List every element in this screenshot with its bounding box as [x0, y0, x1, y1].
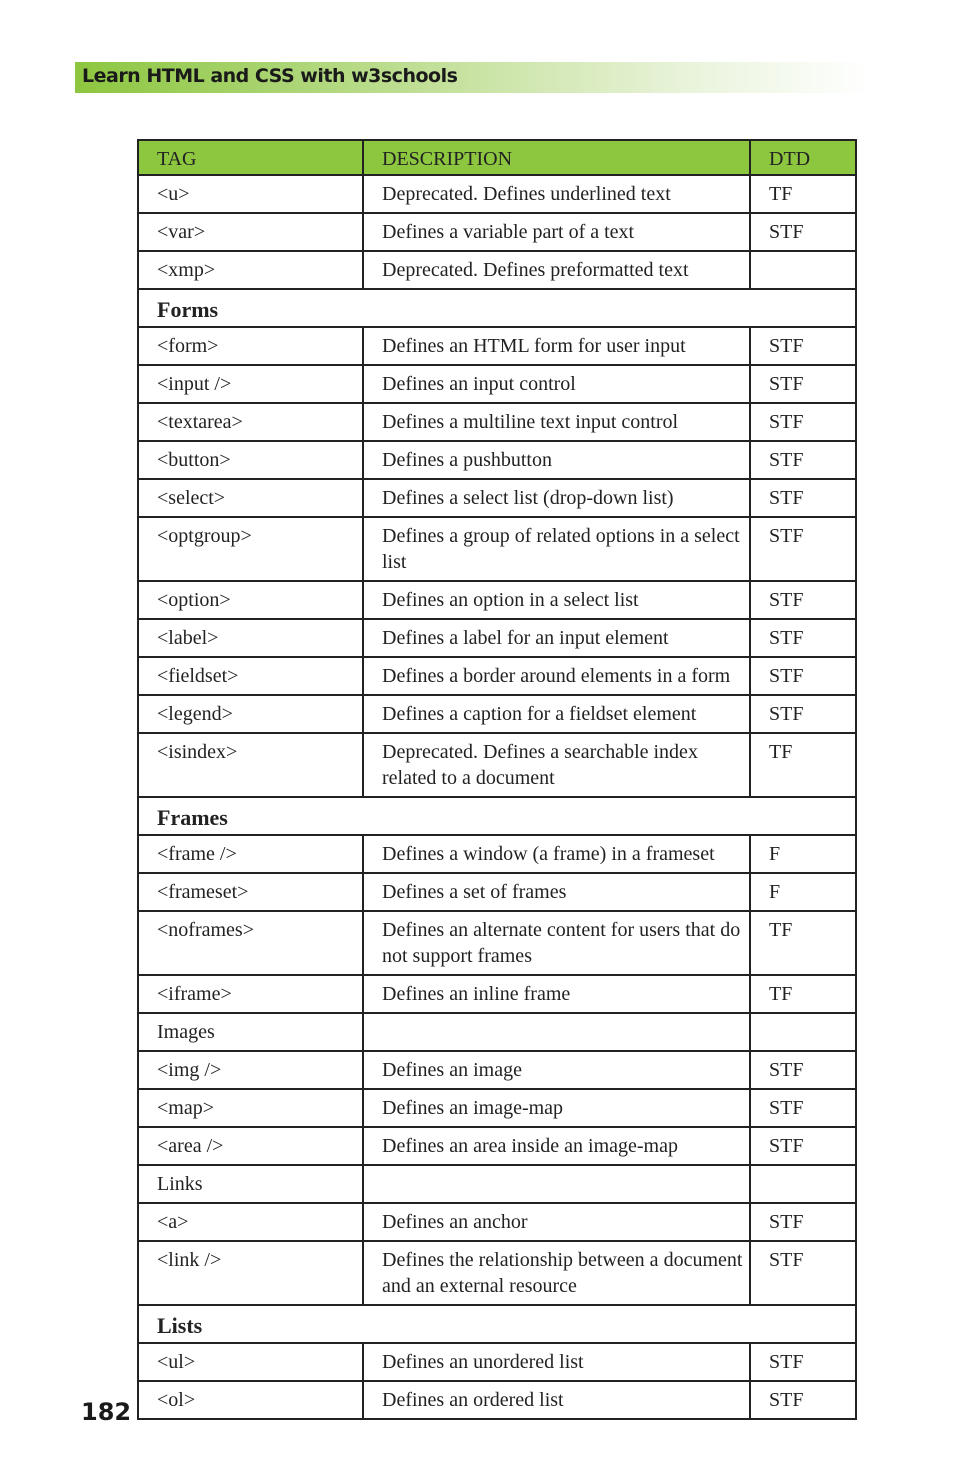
dtd-cell: STF	[750, 1089, 856, 1127]
dtd-cell: STF	[750, 365, 856, 403]
description-cell: Defines an area inside an image-map	[363, 1127, 750, 1165]
dtd-cell: TF	[750, 733, 856, 797]
description-cell: Defines a caption for a fieldset element	[363, 695, 750, 733]
tag-cell: <xmp>	[138, 251, 363, 289]
tag-cell: <optgroup>	[138, 517, 363, 581]
table-header-row	[138, 140, 856, 175]
tag-cell: <form>	[138, 327, 363, 365]
section-header-row	[138, 797, 856, 835]
tag-cell: <area />	[138, 1127, 363, 1165]
dtd-cell	[750, 251, 856, 289]
tag-cell: <u>	[138, 175, 363, 213]
table-row	[138, 619, 856, 657]
dtd-cell: F	[750, 873, 856, 911]
tag-cell: <img />	[138, 1051, 363, 1089]
table-row	[138, 175, 856, 213]
description-cell	[363, 1013, 750, 1051]
tag-cell: <option>	[138, 581, 363, 619]
description-cell: Defines a label for an input element	[363, 619, 750, 657]
dtd-cell: STF	[750, 1241, 856, 1305]
dtd-cell: F	[750, 835, 856, 873]
description-cell: Defines an option in a select list	[363, 581, 750, 619]
page-number: 182	[81, 1398, 132, 1426]
dtd-cell: TF	[750, 911, 856, 975]
tag-cell: <noframes>	[138, 911, 363, 975]
tag-cell: <label>	[138, 619, 363, 657]
table-row	[138, 835, 856, 873]
table-row	[138, 975, 856, 1013]
dtd-cell: STF	[750, 619, 856, 657]
tag-cell: <link />	[138, 1241, 363, 1305]
dtd-cell: TF	[750, 175, 856, 213]
dtd-cell: STF	[750, 1343, 856, 1381]
tag-cell: <input />	[138, 365, 363, 403]
table-row	[138, 327, 856, 365]
description-cell: Defines a group of related options in a select list	[363, 517, 750, 581]
dtd-cell: STF	[750, 581, 856, 619]
table-row	[138, 441, 856, 479]
dtd-cell: STF	[750, 327, 856, 365]
dtd-cell: STF	[750, 517, 856, 581]
dtd-cell	[750, 1165, 856, 1203]
tag-cell: <map>	[138, 1089, 363, 1127]
description-cell: Deprecated. Defines preformatted text	[363, 251, 750, 289]
description-cell: Defines a variable part of a text	[363, 213, 750, 251]
description-cell: Deprecated. Defines a searchable index related to a document	[363, 733, 750, 797]
table-row	[138, 1051, 856, 1089]
tag-cell: <frameset>	[138, 873, 363, 911]
table-row	[138, 251, 856, 289]
section-title: Frames	[138, 797, 856, 835]
description-cell	[363, 1165, 750, 1203]
dtd-cell: STF	[750, 1203, 856, 1241]
tag-cell: <textarea>	[138, 403, 363, 441]
description-cell: Defines an image	[363, 1051, 750, 1089]
tag-cell: <fieldset>	[138, 657, 363, 695]
table-row	[138, 365, 856, 403]
table-row	[138, 873, 856, 911]
running-header	[75, 62, 870, 93]
description-cell: Deprecated. Defines underlined text	[363, 175, 750, 213]
dtd-cell: STF	[750, 657, 856, 695]
dtd-cell: STF	[750, 1127, 856, 1165]
tag-cell: <frame />	[138, 835, 363, 873]
dtd-cell: STF	[750, 1051, 856, 1089]
table-row	[138, 1127, 856, 1165]
table-row	[138, 733, 856, 797]
dtd-cell: STF	[750, 403, 856, 441]
table-row	[138, 517, 856, 581]
running-header-title: Learn HTML and CSS with w3schools	[82, 65, 458, 87]
table-row	[138, 479, 856, 517]
tag-cell: <isindex>	[138, 733, 363, 797]
tag-cell: <select>	[138, 479, 363, 517]
tag-cell: Links	[138, 1165, 363, 1203]
description-cell: Defines an image-map	[363, 1089, 750, 1127]
table-row	[138, 1343, 856, 1381]
section-header-row	[138, 289, 856, 327]
table-row	[138, 1203, 856, 1241]
description-cell: Defines a pushbutton	[363, 441, 750, 479]
description-cell: Defines a border around elements in a form	[363, 657, 750, 695]
description-cell: Defines an anchor	[363, 1203, 750, 1241]
tag-cell: <ul>	[138, 1343, 363, 1381]
dtd-cell: STF	[750, 213, 856, 251]
description-cell: Defines a multiline text input control	[363, 403, 750, 441]
description-cell: Defines the relationship between a document and an external resource	[363, 1241, 750, 1305]
dtd-cell: STF	[750, 695, 856, 733]
tag-cell: <button>	[138, 441, 363, 479]
table-row	[138, 695, 856, 733]
section-header-row	[138, 1305, 856, 1343]
tag-cell: <legend>	[138, 695, 363, 733]
table-row	[138, 1381, 856, 1419]
column-header-dtd: DTD	[750, 140, 856, 175]
column-header-description: DESCRIPTION	[363, 140, 750, 175]
table-row	[138, 1241, 856, 1305]
tag-cell: Images	[138, 1013, 363, 1051]
table-row	[138, 911, 856, 975]
tag-cell: <ol>	[138, 1381, 363, 1419]
table-row	[138, 1165, 856, 1203]
dtd-cell: TF	[750, 975, 856, 1013]
table-row	[138, 213, 856, 251]
table-row	[138, 403, 856, 441]
dtd-cell	[750, 1013, 856, 1051]
dtd-cell: STF	[750, 1381, 856, 1419]
table-row	[138, 1089, 856, 1127]
column-header-tag: TAG	[138, 140, 363, 175]
description-cell: Defines an inline frame	[363, 975, 750, 1013]
table-row	[138, 657, 856, 695]
tag-cell: <var>	[138, 213, 363, 251]
tag-cell: <a>	[138, 1203, 363, 1241]
section-title: Forms	[138, 289, 856, 327]
description-cell: Defines an unordered list	[363, 1343, 750, 1381]
section-title: Lists	[138, 1305, 856, 1343]
description-cell: Defines an alternate content for users that do not support frames	[363, 911, 750, 975]
tag-cell: <iframe>	[138, 975, 363, 1013]
description-cell: Defines an input control	[363, 365, 750, 403]
description-cell: Defines an ordered list	[363, 1381, 750, 1419]
html-tags-table	[137, 139, 857, 1420]
description-cell: Defines an HTML form for user input	[363, 327, 750, 365]
table-row	[138, 1013, 856, 1051]
description-cell: Defines a select list (drop-down list)	[363, 479, 750, 517]
dtd-cell: STF	[750, 479, 856, 517]
description-cell: Defines a window (a frame) in a frameset	[363, 835, 750, 873]
table-row	[138, 581, 856, 619]
dtd-cell: STF	[750, 441, 856, 479]
description-cell: Defines a set of frames	[363, 873, 750, 911]
